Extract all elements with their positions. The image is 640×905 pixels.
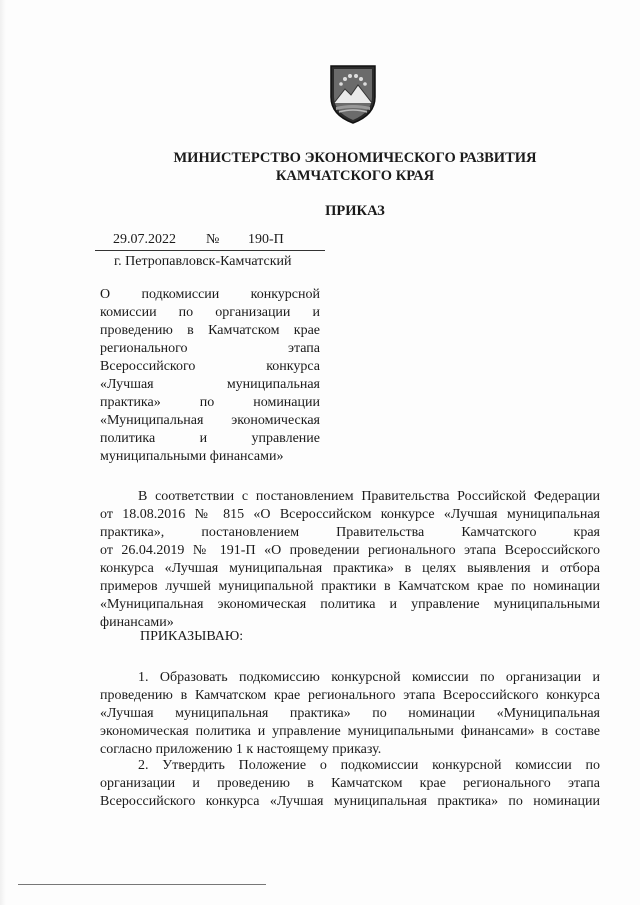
ministry-title-line2: КАМЧАТСКОГО КРАЯ <box>275 168 435 184</box>
item-2-line: 2. Утвердить Положение о подкомиссии конкурсной комиссии по <box>138 758 600 773</box>
order-number: 190-П <box>248 232 284 247</box>
item-1-line: проведению в Камчатском крае регионального этапа Всероссийского конкурса <box>100 688 600 703</box>
item-2-line: организации и проведению в Камчатском крае регионального этапа <box>100 776 600 791</box>
date-number-underline <box>95 250 325 251</box>
item-1-paragraph <box>100 669 600 759</box>
subject-line: политика и управление <box>100 431 320 446</box>
subject-line: муниципальными финансами» <box>100 449 284 464</box>
kamchatka-emblem-icon <box>327 63 379 125</box>
preamble-line: практика», постановлением Правительства Камчатского края <box>100 525 600 540</box>
preamble-line: от 26.04.2019 № 191-П «О проведении регионального этапа Всероссийского <box>100 543 600 558</box>
item-1-line: 1. Образовать подкомиссию конкурсной комиссии по организации и <box>138 670 600 685</box>
item-2-paragraph <box>100 757 600 811</box>
preamble-paragraph <box>100 488 600 632</box>
item-1-line: согласно приложению 1 к настоящему приказу. <box>100 742 382 757</box>
subject-line: регионального этапа <box>100 341 320 356</box>
order-subject <box>100 286 320 466</box>
subject-line: О подкомиссии конкурсной <box>100 287 320 302</box>
item-1-line: «Лучшая муниципальная практика» по номинации «Муниципальная <box>100 706 600 721</box>
subject-line: Всероссийского конкурса <box>100 359 320 374</box>
preamble-line: «Муниципальная экономическая политика и управление муниципальными <box>100 597 600 612</box>
preamble-line: конкурса «Лучшая муниципальная практика» в целях выявления и отбора <box>100 561 600 576</box>
subject-line: практика» по номинации <box>100 395 320 410</box>
number-sign: № <box>206 232 220 247</box>
item-1-line: экономическая политика и управление муниципальными финансами» в составе <box>100 724 600 739</box>
city-line: г. Петропавловск-Камчатский <box>114 254 292 269</box>
item-2-line: Всероссийского конкурса «Лучшая муниципальная практика» по номинации <box>100 794 600 809</box>
subject-line: проведению в Камчатском крае <box>100 323 320 338</box>
order-directive: ПРИКАЗЫВАЮ: <box>140 629 244 644</box>
ministry-title-line1: МИНИСТЕРСТВО ЭКОНОМИЧЕСКОГО РАЗВИТИЯ <box>173 150 537 166</box>
subject-line: «Лучшая муниципальная <box>100 377 320 392</box>
order-date: 29.07.2022 <box>113 232 176 247</box>
document-type: ПРИКАЗ <box>325 203 385 219</box>
bottom-scan-line <box>18 884 266 885</box>
preamble-line: В соответствии с постановлением Правительства Российской Федерации <box>138 489 600 504</box>
subject-line: комиссии по организации и <box>100 305 320 320</box>
preamble-line: примеров лучшей муниципальной практики в Камчатском крае по номинации <box>100 579 600 594</box>
subject-line: «Муниципальная экономическая <box>100 413 320 428</box>
scan-edge <box>0 0 6 905</box>
preamble-line: от 18.08.2016 № 815 «О Всероссийском конкурсе «Лучшая муниципальная <box>100 507 600 522</box>
preamble-line: финансами» <box>100 615 174 630</box>
